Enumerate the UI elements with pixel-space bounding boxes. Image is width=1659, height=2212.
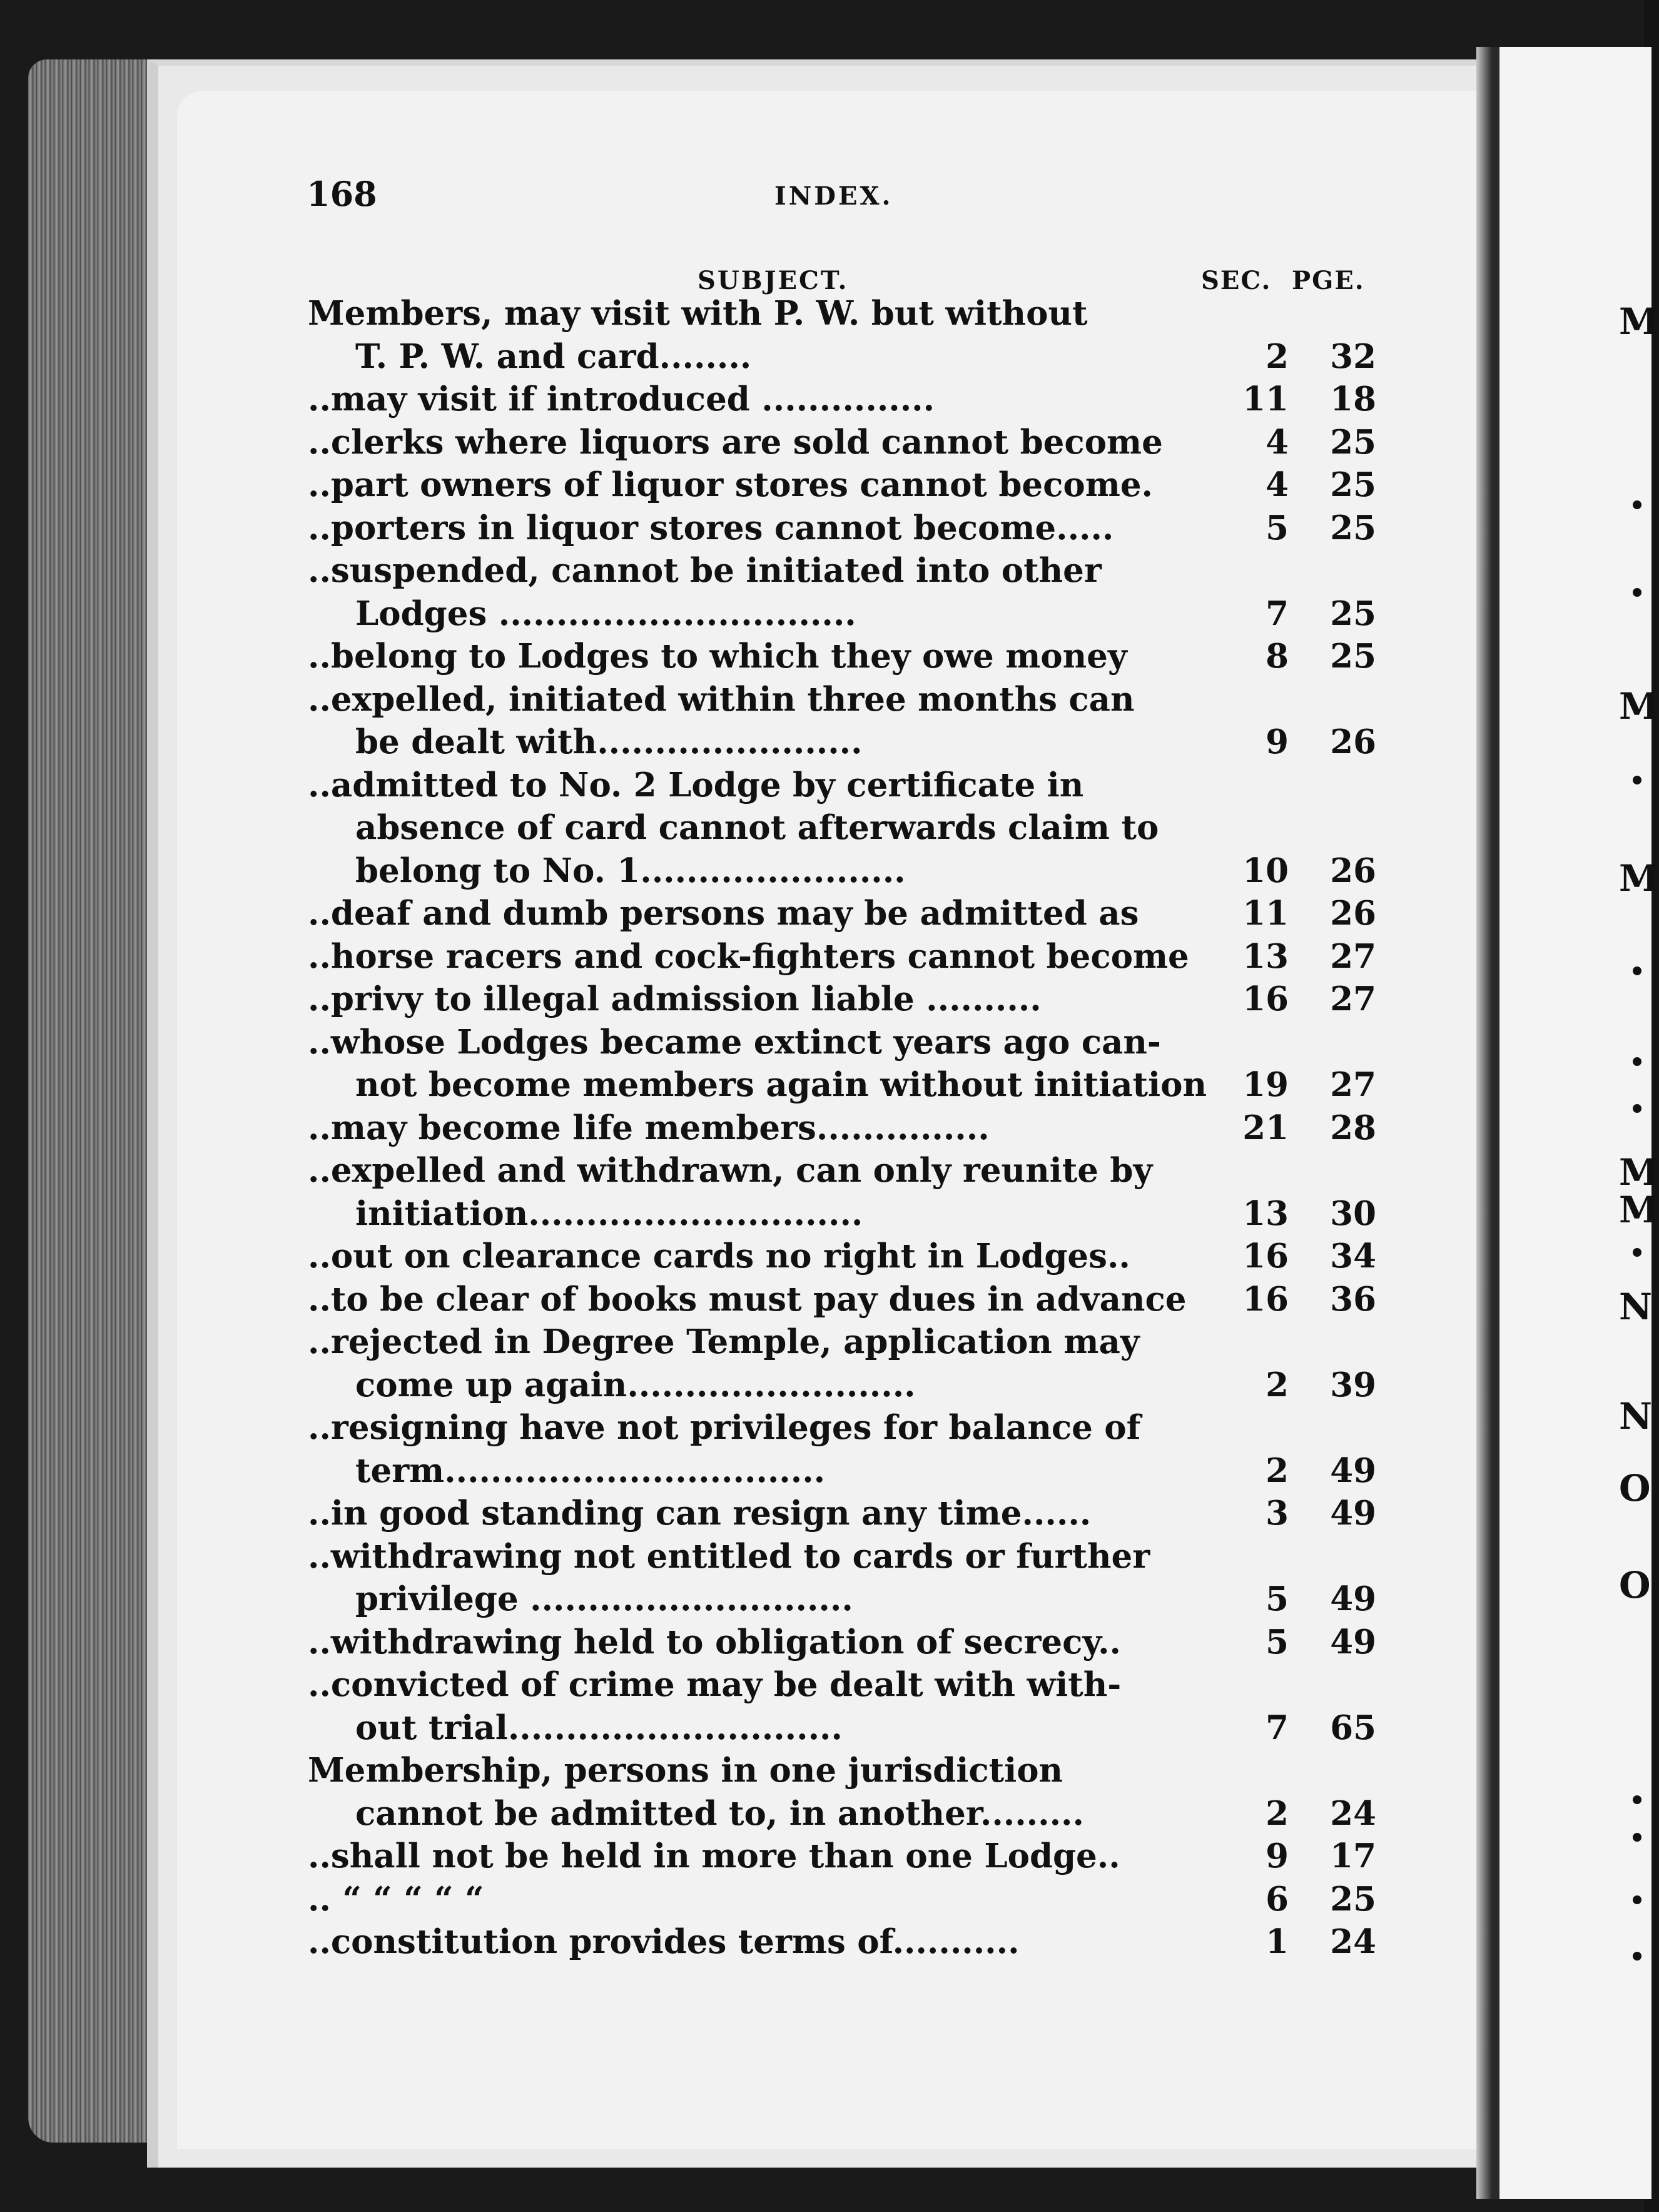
entry-text: Members, may visit with P. W. but without	[308, 294, 1088, 333]
entry-text: ..to be clear of books must pay dues in advance	[308, 1279, 1187, 1319]
right-page-letter: M	[1619, 1151, 1659, 1194]
entry-page: 26	[1330, 851, 1376, 890]
entry-text: ..suspended, cannot be initiated into other	[308, 551, 1102, 590]
entry-page: 17	[1330, 1837, 1376, 1875]
right-page-dot	[1633, 1104, 1641, 1113]
entry-text: ..convicted of crime may be dealt with with-	[308, 1665, 1122, 1704]
entry-text: ..belong to Lodges to which they owe money	[308, 637, 1127, 676]
entry-text: ..out on clearance cards no right in Lodges..	[308, 1237, 1130, 1276]
entry-text: ..withdrawing not entitled to cards or further	[308, 1536, 1150, 1576]
entry-section: 13	[1242, 1194, 1289, 1233]
right-page-dot	[1633, 1795, 1641, 1804]
entry-text: ..expelled, initiated within three months can	[308, 679, 1135, 719]
entry-page: 49	[1330, 1622, 1376, 1662]
book-gutter	[1476, 47, 1493, 2199]
entry-section: 2	[1266, 337, 1289, 376]
right-page-dot	[1633, 1248, 1641, 1257]
entry-section: 6	[1266, 1879, 1289, 1919]
entry-text: not become members again without initiation	[355, 1065, 1207, 1104]
right-page-dot	[1633, 1952, 1641, 1961]
entry-section: 8	[1266, 637, 1289, 676]
entry-page: 27	[1330, 936, 1376, 976]
entry-page: 26	[1330, 894, 1376, 933]
page-number: 168	[307, 174, 377, 214]
entry-page: 25	[1330, 637, 1376, 676]
right-page-dot	[1633, 500, 1641, 509]
entry-text: ..horse racers and cock-fighters cannot become	[308, 936, 1189, 976]
entry-text: ..porters in liquor stores cannot become.....	[308, 508, 1114, 547]
entry-section: 5	[1266, 1580, 1289, 1618]
entry-section: 11	[1242, 380, 1289, 419]
entry-section: 1	[1266, 1922, 1289, 1961]
entry-text: ..shall not be held in more than one Lodge..	[308, 1837, 1120, 1875]
entry-text: ..may visit if introduced ...............	[308, 380, 935, 419]
entry-section: 7	[1266, 1708, 1289, 1747]
entry-page: 27	[1330, 1065, 1376, 1104]
entry-text: ..rejected in Degree Temple, application may	[308, 1322, 1140, 1361]
entry-text: cannot be admitted to, in another.........	[355, 1793, 1084, 1833]
entry-page: 49	[1330, 1494, 1376, 1533]
right-page-dot	[1633, 966, 1641, 975]
right-page-letter: O	[1619, 1564, 1651, 1606]
entry-section: 4	[1266, 465, 1289, 504]
right-page-letter: N	[1619, 1395, 1653, 1438]
entry-text: ..in good standing can resign any time......	[308, 1494, 1092, 1533]
entry-page: 39	[1330, 1365, 1376, 1404]
entry-text: ..deaf and dumb persons may be admitted as	[308, 894, 1139, 933]
entry-text: belong to No. 1.......................	[355, 851, 906, 890]
right-page-letter: M	[1619, 685, 1659, 728]
entry-section: 16	[1242, 1279, 1289, 1319]
entry-page: 25	[1330, 422, 1376, 462]
entry-text: ..admitted to No. 2 Lodge by certificate in	[308, 765, 1084, 804]
right-page-letter: M	[1619, 1189, 1659, 1231]
entry-text: ..whose Lodges became extinct years ago can-	[308, 1022, 1161, 1062]
entry-text: ..may become life members...............	[308, 1108, 990, 1147]
entry-page: 24	[1330, 1793, 1376, 1833]
right-page-letter: M	[1619, 300, 1659, 343]
entry-page: 32	[1330, 337, 1376, 376]
right-page-letter: M	[1619, 857, 1659, 900]
entry-section: 9	[1266, 1837, 1289, 1875]
entry-section: 13	[1242, 936, 1289, 976]
entry-page: 36	[1330, 1279, 1376, 1319]
entry-text: .. “ “ “ “ “	[308, 1879, 484, 1919]
entry-section: 2	[1266, 1451, 1289, 1490]
right-page-dot	[1633, 776, 1641, 784]
entry-text: ..constitution provides terms of...........	[308, 1922, 1020, 1961]
entry-section: 16	[1242, 980, 1289, 1018]
entry-section: 2	[1266, 1365, 1289, 1404]
entry-page: 25	[1330, 508, 1376, 547]
entry-section: 3	[1266, 1494, 1289, 1533]
entry-text: ..part owners of liquor stores cannot become.	[308, 465, 1154, 504]
entry-section: 2	[1266, 1793, 1289, 1833]
entry-page: 27	[1330, 980, 1376, 1018]
entry-page: 49	[1330, 1580, 1376, 1618]
entry-section: 7	[1266, 594, 1289, 633]
column-header-sec: SEC.	[1201, 266, 1272, 295]
right-page-dot	[1633, 1895, 1641, 1904]
right-page-letter: N	[1619, 1286, 1653, 1328]
book-page-edges	[28, 59, 153, 2143]
entry-page: 25	[1330, 1879, 1376, 1919]
entry-section: 9	[1266, 723, 1289, 761]
entry-page: 25	[1330, 465, 1376, 504]
entry-text: absence of card cannot afterwards claim to	[355, 808, 1159, 847]
right-page-dot	[1633, 1833, 1641, 1842]
entry-text: T. P. W. and card........	[355, 337, 752, 376]
entry-page: 65	[1330, 1708, 1376, 1747]
entry-text: come up again.........................	[355, 1365, 916, 1404]
entry-text: ..privy to illegal admission liable ..........	[308, 980, 1042, 1018]
entry-text: initiation.............................	[355, 1194, 863, 1233]
entry-page: 49	[1330, 1451, 1376, 1490]
entry-section: 5	[1266, 508, 1289, 547]
entry-section: 19	[1242, 1065, 1289, 1104]
entry-text: ..expelled and withdrawn, can only reunite by	[308, 1151, 1153, 1190]
column-header-subject: SUBJECT.	[698, 266, 849, 295]
page-title: INDEX.	[774, 181, 893, 211]
entry-section: 5	[1266, 1622, 1289, 1662]
entry-text: Lodges ...............................	[355, 594, 856, 633]
right-page-letter: O	[1619, 1467, 1651, 1509]
entry-text: ..clerks where liquors are sold cannot become	[308, 422, 1163, 462]
entry-page: 30	[1330, 1194, 1376, 1233]
entry-page: 18	[1330, 380, 1376, 419]
entry-text: term.................................	[355, 1451, 826, 1490]
entry-page: 24	[1330, 1922, 1376, 1961]
entry-section: 21	[1242, 1108, 1289, 1147]
entry-section: 11	[1242, 894, 1289, 933]
right-page-dot	[1633, 1057, 1641, 1066]
entry-text: Membership, persons in one jurisdiction	[308, 1751, 1063, 1790]
entry-text: ..resigning have not privileges for balance of	[308, 1408, 1141, 1447]
entry-text: out trial.............................	[355, 1708, 843, 1747]
entry-page: 25	[1330, 594, 1376, 633]
entry-section: 16	[1242, 1237, 1289, 1276]
entry-text: privilege ............................	[355, 1580, 853, 1618]
right-page	[1492, 47, 1651, 2199]
entry-page: 26	[1330, 723, 1376, 761]
entry-text: ..withdrawing held to obligation of secrecy..	[308, 1622, 1121, 1662]
entry-text: be dealt with.......................	[355, 723, 863, 761]
entry-section: 4	[1266, 422, 1289, 462]
column-header-pge: PGE.	[1292, 266, 1365, 295]
right-page-dot	[1633, 588, 1641, 597]
entry-page: 28	[1330, 1108, 1376, 1147]
entry-section: 10	[1242, 851, 1289, 890]
entry-page: 34	[1330, 1237, 1376, 1276]
